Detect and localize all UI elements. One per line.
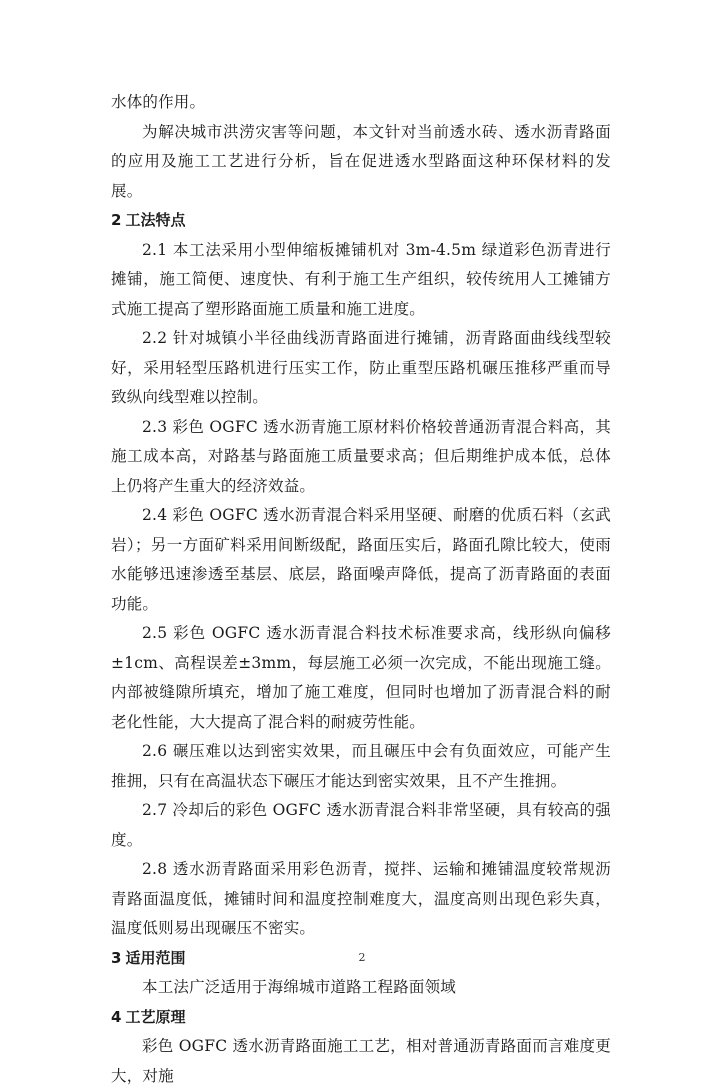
section-title: 工艺原理 xyxy=(125,1007,186,1026)
section-number: 2 xyxy=(111,211,122,229)
section2-item-1: 2.1 本工法采用小型伸缩板摊铺机对 3m-4.5m 绿道彩色沥青进行摊铺，施工简便、速度快、有利于施工生产组织，较传统用人工摊铺方式施工提高了塑形路面施工质量和施工进度。 xyxy=(111,240,611,318)
section2-item-5: 2.5 彩色 OGFC 透水沥青混合料技术标准要求高，线形纵向偏移±1cm、高程误差±3mm，每层施工必须一次完成，不能出现施工缝。内部被缝隙所填充，增加了施工难度，但同时也增加了沥青混合料的耐老化性能，大大提高了混合料的耐疲劳性能。 xyxy=(111,624,611,731)
intro-paragraph-purpose: 为解决城市洪涝灾害等问题，本文针对当前透水砖、透水沥青路面的应用及施工工艺进行分析，旨在促进透水型路面这种环保材料的发展。 xyxy=(111,122,611,200)
section2-item-6: 2.6 碾压难以达到密实效果，而且碾压中会有负面效应，可能产生推拥，只有在高温状态下碾压才能达到密实效果，且不产生推拥。 xyxy=(111,742,611,790)
document-page xyxy=(111,88,611,1091)
section2-item-2: 2.2 针对城镇小半径曲线沥青路面进行摊铺，沥青路面曲线线型较好，采用轻型压路机进行压实工作，防止重型压路机碾压推移严重而导致纵向线型难以控制。 xyxy=(111,329,611,406)
section2-item-3: 2.3 彩色 OGFC 透水沥青施工原材料价格较普通沥青混合料高，其施工成本高，对路基与路面施工质量要求高；但后期维护成本低，总体上仍将产生重大的经济效益。 xyxy=(111,417,611,495)
section-number: 4 xyxy=(111,1007,122,1026)
section-heading-2 xyxy=(111,206,611,236)
section-heading-4 xyxy=(111,1003,611,1033)
intro-paragraph-continued: 水体的作用。 xyxy=(111,93,206,111)
section2-item-4: 2.4 彩色 OGFC 透水沥青混合料采用坚硬、耐磨的优质石料（玄武岩）；另一方面矿料采用间断级配，路面压实后，路面孔隙比较大，使雨水能够迅速渗透至基层、底层，路面噪声降低，提高了沥青路面的表面功能。 xyxy=(111,506,611,613)
section3-text: 本工法广泛适用于海绵城市道路工程路面领域 xyxy=(142,978,457,996)
section2-item-7: 2.7 冷却后的彩色 OGFC 透水沥青混合料非常坚硬，具有较高的强度。 xyxy=(111,801,611,849)
page-number: 2 xyxy=(358,951,366,964)
section4-text: 彩色 OGFC 透水沥青路面施工工艺，相对普通沥青路面而言难度更大，对施 xyxy=(111,1037,611,1085)
section2-item-8: 2.8 透水沥青路面采用彩色沥青，搅拌、运输和摊铺温度较常规沥青路面温度低，摊铺时间和温度控制难度大，温度高则出现色彩失真，温度低则易出现碾压不密实。 xyxy=(111,860,611,937)
section-title: 工法特点 xyxy=(125,211,186,229)
section-title: 适用范围 xyxy=(125,948,186,967)
section-number: 3 xyxy=(111,948,122,967)
